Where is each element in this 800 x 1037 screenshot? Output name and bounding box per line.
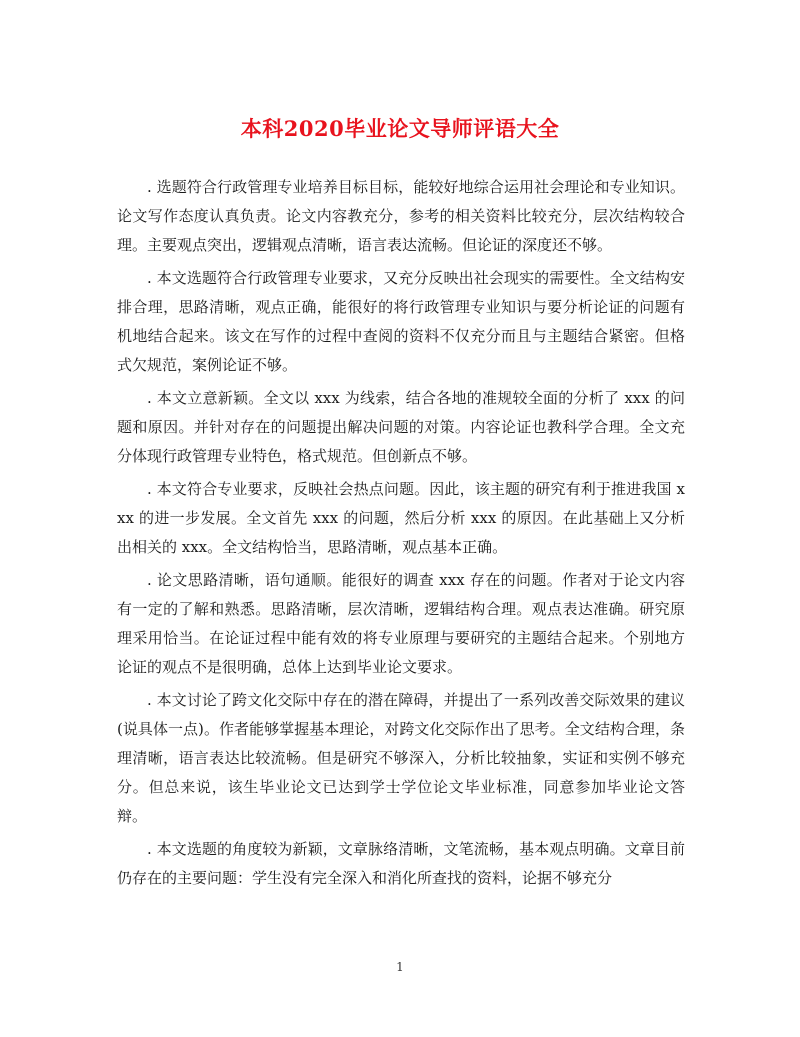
document-title: 本科2020毕业论文导师评语大全: [240, 116, 560, 141]
comment-paragraph-3: . 本文立意新颖。全文以 xxx 为线索，结合各地的准规较全面的分析了 xxx 的问题和原因。并针对存在的问题提出解决问题的对策。内容论证也教科学合理。全文充分体现行政管理专业特色，格式规范。但创新点不够。: [117, 389, 685, 465]
page-number: 1: [396, 960, 404, 974]
comment-paragraph-2: . 本文选题符合行政管理专业要求，又充分反映出社会现实的需要性。全文结构安排合理，思路清晰，观点正确，能很好的将行政管理专业知识与要分析论证的问题有机地结合起来。该文在写作的过程中查阅的资料不仅充分而且与主题结合紧密。但格式欠规范，案例论证不够。: [117, 269, 685, 374]
comment-paragraph-4: . 本文符合专业要求，反映社会热点问题。因此，该主题的研究有利于推进我国 xxx 的进一步发展。全文首先 xxx 的问题，然后分析 xxx 的原因。在此基础上又分析出相关的 xxx。全文结构恰当，思路清晰，观点基本正确。: [117, 480, 685, 556]
comment-paragraph-5: . 论文思路清晰，语句通顺。能很好的调查 xxx 存在的问题。作者对于论文内容有一定的了解和熟悉。思路清晰，层次清晰，逻辑结构合理。观点表达准确。研究原理采用恰当。在论证过程中能有效的将专业原理与要研究的主题结合起来。个别地方论证的观点不是很明确，总体上达到毕业论文要求。: [117, 571, 685, 676]
comment-paragraph-6: . 本文讨论了跨文化交际中存在的潜在障碍，并提出了一系列改善交际效果的建议(说具体一点)。作者能够掌握基本理论，对跨文化交际作出了思考。全文结构合理，条理清晰，语言表达比较流畅。但是研究不够深入，分析比较抽象，实证和实例不够充分。但总来说，该生毕业论文已达到学士学位论文毕业标准，同意参加毕业论文答辩。: [117, 691, 685, 825]
comment-paragraph-7: . 本文选题的角度较为新颖，文章脉络清晰，文笔流畅，基本观点明确。文章目前仍存在的主要问题：学生没有完全深入和消化所查找的资料，论据不够充分: [117, 840, 685, 887]
comment-paragraph-1: . 选题符合行政管理专业培养目标目标，能较好地综合运用社会理论和专业知识。论文写作态度认真负责。论文内容教充分，参考的相关资料比较充分，层次结构较合理。主要观点突出，逻辑观点清晰，语言表达流畅。但论证的深度还不够。: [117, 178, 685, 254]
document-body: [117, 173, 685, 897]
